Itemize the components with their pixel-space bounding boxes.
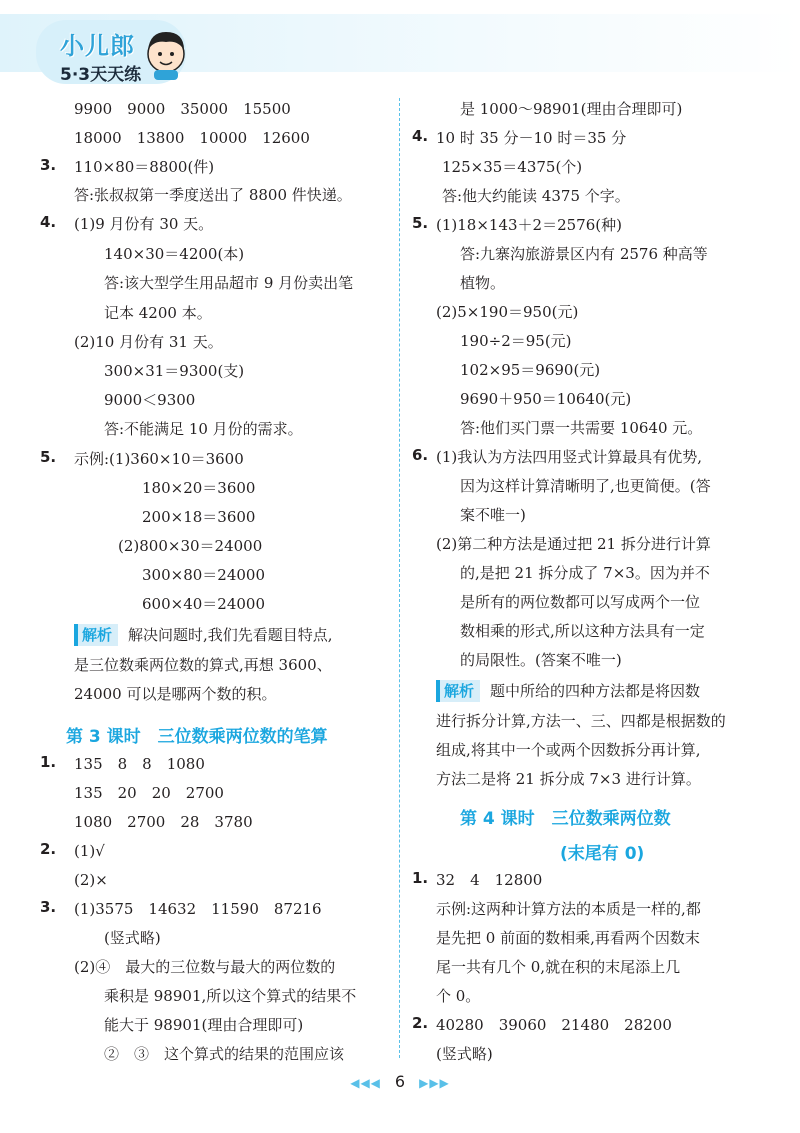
answer-line: 答:九寨沟旅游景区内有 2576 种高等 (460, 245, 708, 263)
answer-line: 10 时 35 分－10 时＝35 分 (436, 129, 627, 147)
answer-line: 答:不能满足 10 月份的需求。 (104, 420, 303, 438)
answer-line: 示例:这两种计算方法的本质是一样的,都 (436, 900, 701, 918)
answer-line: 300×80＝24000 (142, 566, 266, 584)
answer-line: (2)10 月份有 31 天。 (74, 333, 223, 351)
question-number: 1. (412, 869, 429, 887)
answer-line: (1)3575 14632 11590 87216 (74, 900, 322, 918)
analysis-text: 题中所给的四种方法都是将因数 (490, 682, 701, 700)
question-number: 4. (40, 213, 57, 231)
answer-line: 的局限性。(答案不唯一) (460, 651, 622, 669)
answer-line: (竖式略) (104, 929, 161, 947)
answer-line: 记本 4200 本。 (104, 304, 212, 322)
answer-line: 案不唯一) (460, 506, 526, 524)
answer-line: 135 8 8 1080 (74, 755, 205, 773)
answer-line: 乘积是 98901,所以这个算式的结果不 (104, 987, 357, 1005)
answer-line: ② ③ 这个算式的结果的范围应该 (104, 1045, 345, 1063)
analysis-line: 是三位数乘两位数的算式,再想 3600、 (74, 656, 332, 674)
answer-line: 植物。 (460, 274, 506, 292)
analysis-tag: 解析 (74, 624, 118, 646)
answer-line: 是先把 0 前面的数相乘,再看两个因数末 (436, 929, 700, 947)
answer-line: 40280 39060 21480 28200 (436, 1016, 672, 1034)
boy-mascot-icon (140, 26, 192, 82)
answer-line: 32 4 12800 (436, 871, 543, 889)
answer-line: 示例:(1)360×10＝3600 (74, 450, 244, 468)
answer-line: 是 1000～98901(理由合理即可) (460, 100, 683, 118)
question-number: 5. (40, 448, 57, 466)
answer-line: 能大于 98901(理由合理即可) (104, 1016, 304, 1034)
analysis-tag: 解析 (436, 680, 480, 702)
answer-line: (2)800×30＝24000 (118, 537, 263, 555)
answer-line: 的,是把 21 拆分成了 7×3。因为并不 (460, 564, 710, 582)
analysis-text: 解决问题时,我们先看题目特点, (128, 626, 333, 644)
analysis-line: 组成,将其中一个或两个因数拆分再计算, (436, 741, 701, 759)
page-number: 6 (394, 1072, 406, 1091)
answer-line: 140×30＝4200(本) (104, 245, 245, 263)
answer-line: (1)9 月份有 30 天。 (74, 215, 214, 233)
analysis-line (436, 680, 700, 702)
question-number: 1. (40, 753, 57, 771)
answer-line: 9000＜9300 (104, 391, 196, 409)
page-header (0, 0, 800, 96)
answer-line: 9900 9000 35000 15500 (74, 100, 291, 118)
analysis-line (74, 624, 333, 646)
question-number: 5. (412, 214, 429, 232)
answer-line: 125×35＝4375(个) (442, 158, 583, 176)
question-number: 3. (40, 156, 57, 174)
answer-line: 110×80＝8800(件) (74, 158, 215, 176)
analysis-line: 24000 可以是哪两个数的积。 (74, 685, 277, 703)
answer-line: (2)④ 最大的三位数与最大的两位数的 (74, 958, 336, 976)
answer-line: 尾一共有几个 0,就在积的末尾添上几 (436, 958, 681, 976)
left-arrows-icon: ◀◀◀ (350, 1076, 381, 1090)
answer-line: 答:张叔叔第一季度送出了 8800 件快递。 (74, 186, 352, 204)
question-number: 6. (412, 446, 429, 464)
answer-line: 是所有的两位数都可以写成两个一位 (460, 593, 701, 611)
section-heading: 第 3 课时 三位数乘两位数的笔算 (66, 727, 328, 747)
answer-line: (2)5×190＝950(元) (436, 303, 579, 321)
logo-title: 小儿郎 (60, 32, 135, 60)
question-number: 2. (412, 1014, 429, 1032)
logo-subtitle: 5·3天天练 (60, 65, 142, 85)
answer-line: 102×95＝9690(元) (460, 361, 601, 379)
answer-line: 600×40＝24000 (142, 595, 266, 613)
answer-line: (竖式略) (436, 1045, 493, 1063)
analysis-line: 方法二是将 21 拆分成 7×3 进行计算。 (436, 770, 701, 788)
page-footer (0, 1072, 800, 1091)
answer-line: (1)√ (74, 842, 105, 860)
answer-line: 1080 2700 28 3780 (74, 813, 253, 831)
answer-line: 答:他们买门票一共需要 10640 元。 (460, 419, 703, 437)
right-arrows-icon: ▶▶▶ (419, 1076, 450, 1090)
answer-line: (2)× (74, 871, 108, 889)
question-number: 2. (40, 840, 57, 858)
answer-line: 9690＋950＝10640(元) (460, 390, 632, 408)
answer-line: 18000 13800 10000 12600 (74, 129, 310, 147)
section-heading: 第 4 课时 三位数乘两位数 (460, 809, 671, 829)
answer-line: (1)我认为方法四用竖式计算最具有优势, (436, 448, 703, 466)
answer-line: (2)第二种方法是通过把 21 拆分进行计算 (436, 535, 711, 553)
section-subheading: (末尾有 0) (560, 844, 645, 864)
answer-line: 答:该大型学生用品超市 9 月份卖出笔 (104, 274, 354, 292)
answer-line: 200×18＝3600 (142, 508, 256, 526)
answer-line: 因为这样计算清晰明了,也更简便。(答 (460, 477, 711, 495)
analysis-line: 进行拆分计算,方法一、三、四都是根据数的 (436, 712, 726, 730)
answer-line: 数相乘的形式,所以这种方法具有一定 (460, 622, 705, 640)
answer-line: 个 0。 (436, 987, 481, 1005)
answer-line: 180×20＝3600 (142, 479, 256, 497)
answer-line: (1)18×143＋2＝2576(种) (436, 216, 622, 234)
question-number: 4. (412, 127, 429, 145)
answer-line: 190÷2＝95(元) (460, 332, 572, 350)
answer-line: 135 20 20 2700 (74, 784, 224, 802)
column-divider (399, 98, 400, 1058)
answer-line: 300×31＝9300(支) (104, 362, 245, 380)
question-number: 3. (40, 898, 57, 916)
answer-line: 答:他大约能读 4375 个字。 (442, 187, 630, 205)
